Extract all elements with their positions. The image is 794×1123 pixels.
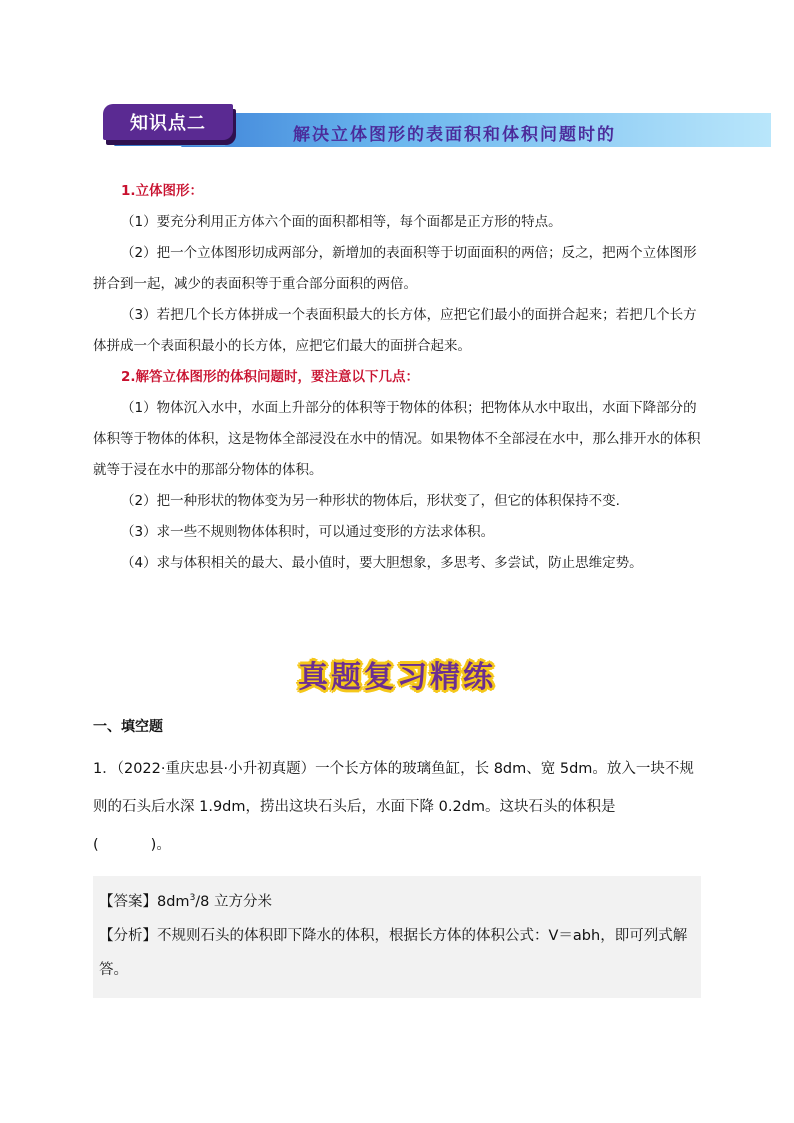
question-1-text: 1．（2022·重庆忠县·小升初真题）一个长方体的玻璃鱼缸，长 8dm、宽 5dm。放入一块不规则的石头后水深 1.9dm，捞出这块石头后，水面下降 0.2dm。这块石头的体积是	[93, 761, 694, 815]
part-heading: 一、填空题	[93, 719, 163, 735]
answer-value-a: 8dm	[157, 893, 190, 910]
banner-tag: 知识点二	[103, 104, 233, 140]
answer-superscript: 3	[189, 893, 196, 903]
analysis-line	[93, 919, 701, 987]
answer-line	[93, 876, 701, 919]
answer-label: 【答案】	[99, 893, 157, 910]
knowledge-point-banner	[103, 104, 673, 148]
answer-analysis-box	[93, 876, 701, 998]
section2-item-3: （3）求一些不规则物体体积时，可以通过变形的方法求体积。	[121, 524, 495, 540]
question-1-blank-open: (	[93, 837, 99, 853]
section1-item-1: （1）要充分利用正方体六个面的面积都相等，每个面都是正方形的特点。	[121, 214, 562, 230]
section-solid-figures	[93, 176, 708, 579]
section1-heading: 1.立体图形：	[121, 183, 204, 199]
banner-title: 解决立体图形的表面积和体积问题时的	[293, 125, 616, 145]
section2-item-2: （2）把一种形状的物体变为另一种形状的物体后，形状变了，但它的体积保持不变.	[121, 493, 620, 509]
section2-item-1: （1）物体沉入水中，水面上升部分的体积等于物体的体积；把物体从水中取出，水面下降部分的体积等于物体的体积，这是物体全部浸没在水中的情况。如果物体不全部浸在水中，那么排开水的体积就等于浸在水中的那部分物体的体积。	[93, 400, 701, 478]
section1-item-2: （2）把一个立体图形切成两部分，新增加的表面积等于切面面积的两倍；反之，把两个立体图形拼合到一起，减少的表面积等于重合部分面积的两倍。	[93, 245, 697, 292]
exam-review-title: 真题复习精练	[298, 660, 496, 695]
analysis-text: 不规则石头的体积即下降水的体积，根据长方体的体积公式：V＝abh，即可列式解答。	[99, 927, 688, 978]
analysis-label: 【分析】	[99, 927, 157, 944]
question-1-blank-close: )。	[150, 837, 171, 853]
section1-item-3: （3）若把几个长方体拼成一个表面积最大的长方体，应把它们最小的面拼合起来；若把几个长方体拼成一个表面积最小的长方体，应把它们最大的面拼合起来。	[93, 307, 697, 354]
question-1	[93, 750, 708, 864]
section2-item-4: （4）求与体积相关的最大、最小值时，要大胆想象，多思考、多尝试，防止思维定势。	[121, 555, 643, 571]
section2-heading: 2.解答立体图形的体积问题时，要注意以下几点：	[121, 369, 420, 385]
answer-value-b: /8 立方分米	[195, 893, 273, 910]
